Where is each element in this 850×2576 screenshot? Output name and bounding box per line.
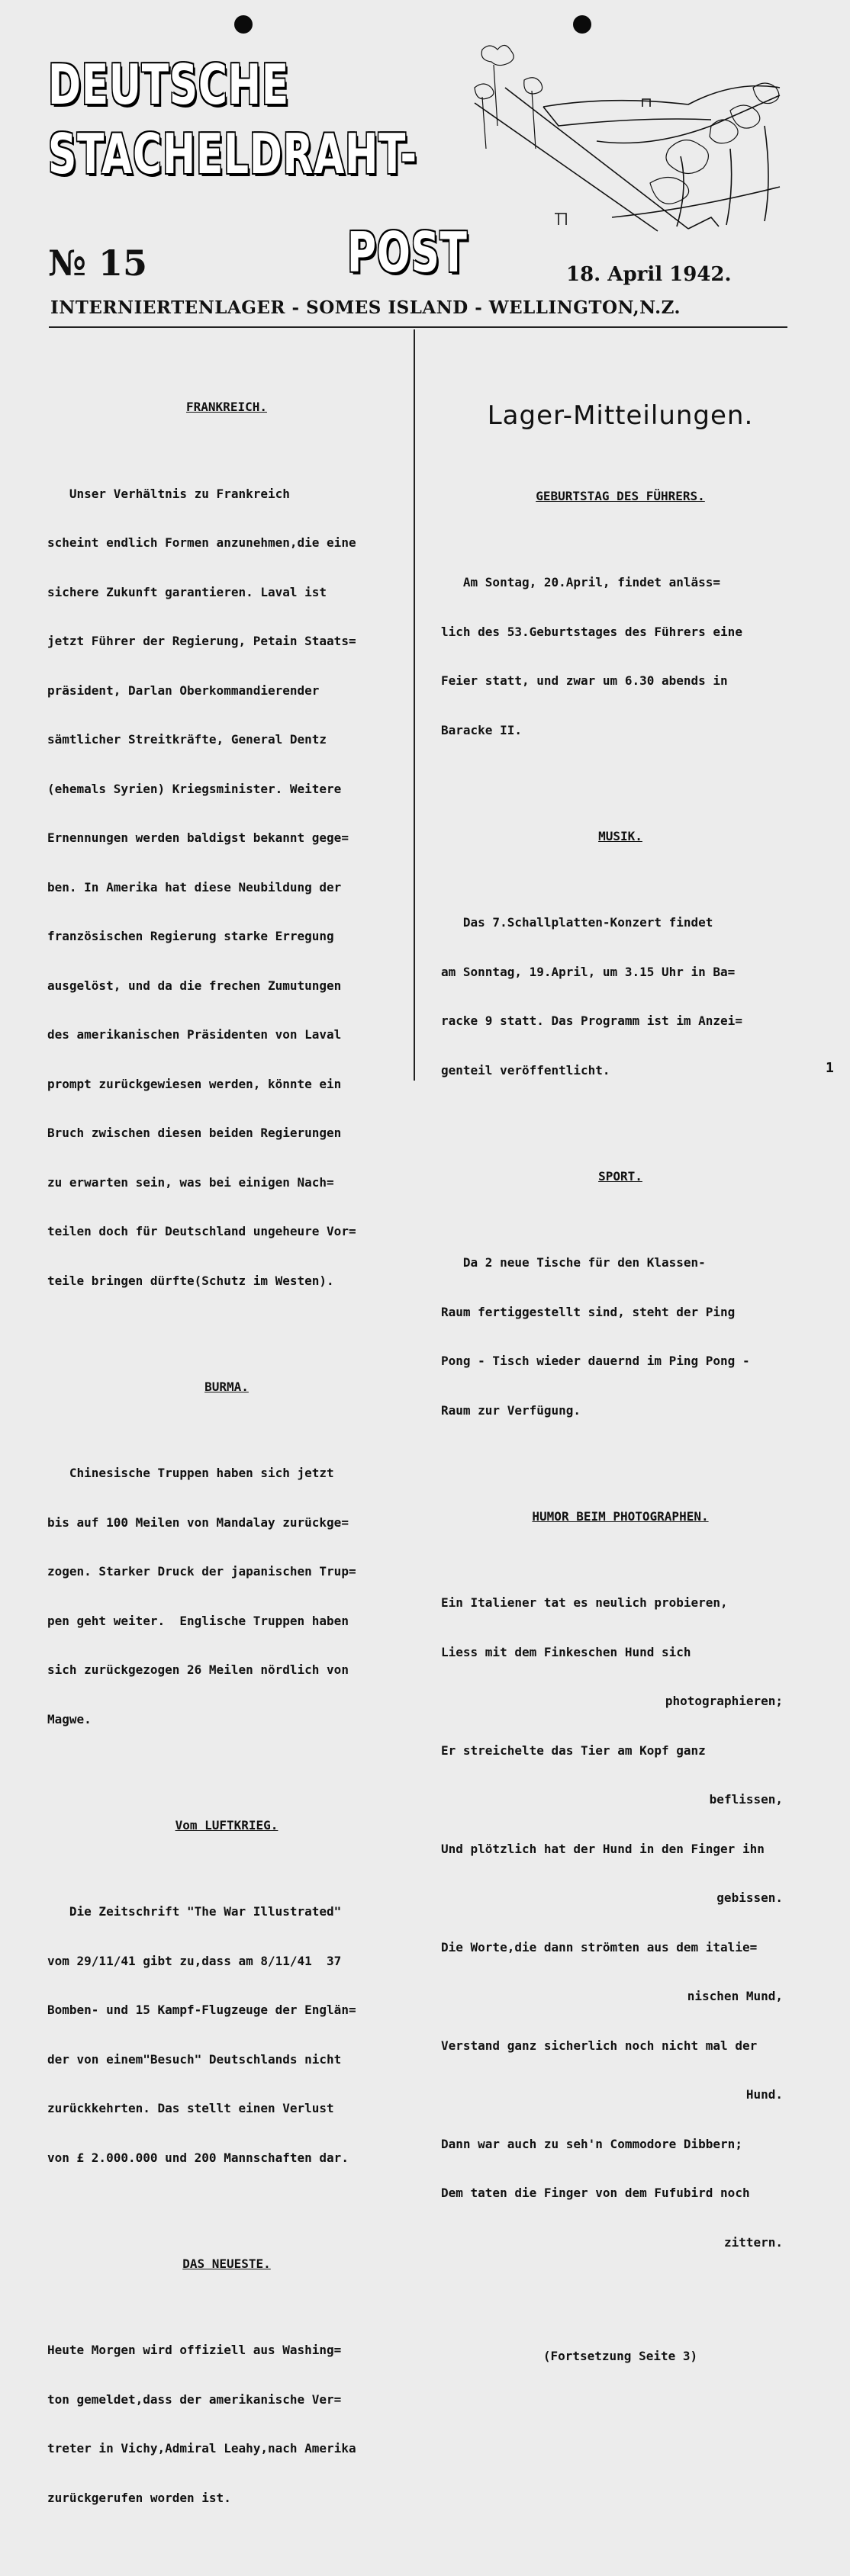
punch-hole [573, 15, 591, 34]
text-line: teilen doch für Deutschland ungeheure Vor= [47, 1224, 356, 1238]
section-heading-burma: BURMA. [204, 1379, 249, 1394]
text-line: Die Zeitschrift "The War Illustrated" [47, 1904, 342, 1919]
article-burma [47, 1432, 406, 1760]
text-line: Pong - Tisch wieder dauernd im Ping Pong - [441, 1354, 750, 1368]
text-line: zogen. Starker Druck der japanischen Trup= [47, 1564, 356, 1579]
poem-line: Die Worte,die dann strömten aus dem italie= [441, 1939, 758, 1954]
text-line: treter in Vichy,Admiral Leahy,nach Amerika [47, 2441, 356, 2456]
poem-line: Hund. [745, 2087, 783, 2102]
text-line: Chinesische Truppen haben sich jetzt [47, 1466, 334, 1480]
column-divider [414, 329, 415, 1081]
text-line: französischen Regierung starke Erregung [47, 929, 334, 943]
text-line: Magwe. [47, 1711, 92, 1726]
poem-line: Liess mit dem Finkeschen Hund sich [441, 1644, 691, 1659]
text-line: Am Sontag, 20.April, findet anläss= [441, 575, 721, 589]
text-line: Heute Morgen wird offiziell aus Washing= [47, 2343, 342, 2357]
section-heading-musik: MUSIK. [598, 828, 642, 843]
text-line: sichere Zukunft garantieren. Laval ist [47, 584, 327, 599]
text-line: von £ 2.000.000 und 200 Mannschaften dar. [47, 2150, 349, 2165]
text-line: jetzt Führer der Regierung, Petain Staats= [47, 634, 356, 648]
text-line: (ehemals Syrien) Kriegsminister. Weitere [47, 781, 342, 796]
poem-line: Er streichelte das Tier am Kopf ganz [441, 1742, 706, 1758]
text-line: Da 2 neue Tische für den Klassen- [441, 1255, 706, 1270]
text-line: scheint endlich Formen anzunehmen,die eine [47, 535, 356, 550]
text-line: zu erwarten sein, was bei einigen Nach= [47, 1174, 334, 1190]
text-line: pen geht weiter. Englische Truppen haben [47, 1613, 349, 1628]
left-column [47, 363, 406, 2576]
poem-line: gebissen. [716, 1890, 783, 1905]
issue-number: № 15 [48, 243, 148, 284]
text-line: teile bringen dürfte(Schutz im Westen). [47, 1273, 334, 1288]
text-line: vom 29/11/41 gibt zu,dass am 8/11/41 37 [47, 1953, 342, 1968]
text-line: Das 7.Schallplatten-Konzert findet [441, 915, 713, 930]
landscape-sketch [459, 34, 787, 244]
poem-line: Dann war auch zu seh'n Commodore Dibbern; [441, 2136, 742, 2151]
poem-line: Verstand ganz sicherlich noch nicht mal der [441, 2038, 758, 2053]
poem-line: Dem taten die Finger von dem Fufubird noch [441, 2186, 750, 2200]
text-line: Baracke II. [441, 722, 522, 737]
text-line: sämtlicher Streitkräfte, General Dentz [47, 732, 327, 747]
text-line: bis auf 100 Meilen von Mandalay zurückge= [47, 1514, 349, 1530]
text-line: Bomben- und 15 Kampf-Flugzeuge der Englän= [47, 2003, 356, 2017]
text-line: Feier statt, und zwar um 6.30 abends in [441, 673, 728, 688]
article-sport [441, 1222, 800, 1451]
section-heading-humor: HUMOR BEIM PHOTOGRAPHEN. [532, 1508, 709, 1524]
text-line: Ernennungen werden baldigst bekannt gege= [47, 830, 349, 845]
section-heading-neueste: DAS NEUESTE. [182, 2256, 271, 2271]
continuation-note: (Fortsetzung Seite 3) [543, 2348, 698, 2363]
lager-mitteilungen-title: Lager-Mitteilungen. [487, 400, 754, 431]
masthead-title-line-2: STACHELDRAHT- [48, 122, 417, 186]
section-heading-sport: SPORT. [598, 1168, 642, 1184]
poem-humor [441, 1562, 800, 2283]
text-line: am Sonntag, 19.April, um 3.15 Uhr in Ba= [441, 964, 736, 979]
masthead-title-line-1: DEUTSCHE [48, 53, 289, 117]
text-line: zurückgerufen worden ist. [47, 2490, 231, 2505]
section-heading-frankreich: FRANKREICH. [186, 400, 267, 414]
text-line: Raum fertiggestellt sind, steht der Ping [441, 1304, 736, 1319]
poem-line: nischen Mund, [687, 1989, 783, 2003]
text-line: der von einem"Besuch" Deutschlands nicht [47, 2051, 342, 2067]
text-line: Raum zur Verfügung. [441, 1402, 581, 1418]
text-line: präsident, Darlan Oberkommandierender [47, 683, 320, 698]
article-neueste [47, 2309, 406, 2539]
poem-line: photographieren; [665, 1694, 783, 1708]
article-geburtstag [441, 541, 800, 771]
text-line: ton gemeldet,dass der amerikanische Ver= [47, 2391, 342, 2407]
article-musik [441, 882, 800, 1111]
page-number: 1 [826, 1060, 834, 1076]
text-line: ausgelöst, und da die frechen Zumutungen [47, 978, 342, 993]
text-line: ben. In Amerika hat diese Neubildung der [47, 879, 342, 895]
text-line: des amerikanischen Präsidenten von Laval [47, 1027, 342, 1042]
section-heading-luftkrieg: Vom LUFTKRIEG. [175, 1817, 279, 1832]
text-line: racke 9 statt. Das Programm ist im Anzei= [441, 1013, 742, 1028]
issue-date: 18. April 1942. [566, 263, 732, 286]
article-frankreich [47, 453, 406, 1322]
text-line: lich des 53.Geburtstages des Führers eine [441, 624, 742, 639]
punch-hole [234, 15, 253, 34]
text-line: Bruch zwischen diesen beiden Regierungen [47, 1126, 342, 1140]
poem-line: Ein Italiener tat es neulich probieren, [441, 1595, 728, 1610]
poem-line: Und plötzlich hat der Hund in den Finger ihn [441, 1841, 765, 1856]
masthead-subline: INTERNIERTENLAGER - SOMES ISLAND - WELLINGTON,N.Z. [50, 297, 681, 318]
right-column [441, 366, 800, 2397]
article-luftkrieg [47, 1871, 406, 2199]
text-line: Unser Verhältnis zu Frankreich [47, 486, 290, 501]
masthead-title-line-3: POST [347, 220, 468, 284]
poem-line: zittern. [723, 2234, 783, 2250]
text-line: zurückkehrten. Das stellt einen Verlust [47, 2101, 334, 2115]
text-line: sich zurückgezogen 26 Meilen nördlich von [47, 1662, 349, 1677]
poem-line: beflissen, [709, 1792, 783, 1807]
section-heading-geburtstag: GEBURTSTAG DES FÜHRERS. [536, 488, 705, 503]
text-line: genteil veröffentlicht. [441, 1062, 610, 1078]
text-line: prompt zurückgewiesen werden, könnte ein [47, 1076, 342, 1091]
header-rule [49, 326, 787, 328]
